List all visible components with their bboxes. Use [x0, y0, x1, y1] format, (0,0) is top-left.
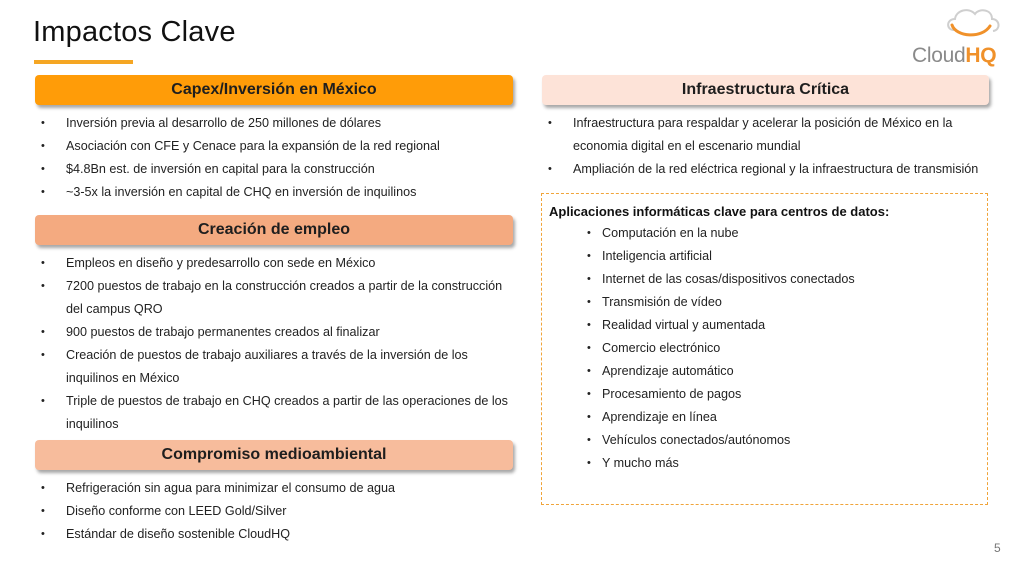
aplicaciones-list: [586, 222, 855, 475]
list-item: • Estándar de diseño sostenible CloudHQ: [34, 523, 514, 546]
page-number: 5: [994, 541, 1001, 555]
medioambiental-list: [34, 477, 514, 546]
empleo-section-header: Creación de empleo: [35, 215, 513, 245]
list-item: • Comercio electrónico: [586, 337, 855, 360]
list-item: • Vehículos conectados/autónomos: [586, 429, 855, 452]
list-item: • Procesamiento de pagos: [586, 383, 855, 406]
list-item: • $4.8Bn est. de inversión en capital para la construcción: [34, 158, 514, 181]
list-item: • Diseño conforme con LEED Gold/Silver: [34, 500, 514, 523]
capex-section-header: Capex/Inversión en México: [35, 75, 513, 105]
list-item: • Transmisión de vídeo: [586, 291, 855, 314]
infraestructura-list: [541, 112, 991, 181]
cloudhq-logo: [908, 6, 1004, 66]
list-item: • Ampliación de la red eléctrica regional y la infraestructura de transmisión: [541, 158, 991, 181]
aplicaciones-box: [541, 193, 988, 505]
list-item: • Refrigeración sin agua para minimizar el consumo de agua: [34, 477, 514, 500]
list-item: • Inversión previa al desarrollo de 250 millones de dólares: [34, 112, 514, 135]
list-item: • Creación de puestos de trabajo auxiliares a través de la inversión de los inquilinos en México: [34, 344, 514, 390]
aplicaciones-title: Aplicaciones informáticas clave para centros de datos:: [549, 204, 890, 219]
list-item: • Aprendizaje en línea: [586, 406, 855, 429]
list-item: • 7200 puestos de trabajo en la construcción creados a partir de la construcción del campus QRO: [34, 275, 514, 321]
list-item: • Aprendizaje automático: [586, 360, 855, 383]
title-underline: [34, 60, 133, 64]
cloud-icon: [944, 6, 1002, 42]
empleo-list: [34, 252, 514, 436]
list-item: • Realidad virtual y aumentada: [586, 314, 855, 337]
list-item: • Computación en la nube: [586, 222, 855, 245]
list-item: • Triple de puestos de trabajo en CHQ creados a partir de las operaciones de los inquilinos: [34, 390, 514, 436]
medioambiental-section-header: Compromiso medioambiental: [35, 440, 513, 470]
list-item: • 900 puestos de trabajo permanentes creados al finalizar: [34, 321, 514, 344]
list-item: • Inteligencia artificial: [586, 245, 855, 268]
list-item: • Infraestructura para respaldar y acelerar la posición de México en la economia digital en el escenario mundial: [541, 112, 991, 158]
logo-text: CloudHQ: [912, 44, 997, 67]
list-item: • Empleos en diseño y predesarrollo con sede en México: [34, 252, 514, 275]
list-item: • Asociación con CFE y Cenace para la expansión de la red regional: [34, 135, 514, 158]
slide-title: Impactos Clave: [33, 16, 236, 48]
list-item: • Y mucho más: [586, 452, 855, 475]
list-item: • ~3-5x la inversión en capital de CHQ en inversión de inquilinos: [34, 181, 514, 204]
list-item: • Internet de las cosas/dispositivos conectados: [586, 268, 855, 291]
infraestructura-section-header: Infraestructura Crítica: [542, 75, 989, 105]
capex-list: [34, 112, 514, 204]
